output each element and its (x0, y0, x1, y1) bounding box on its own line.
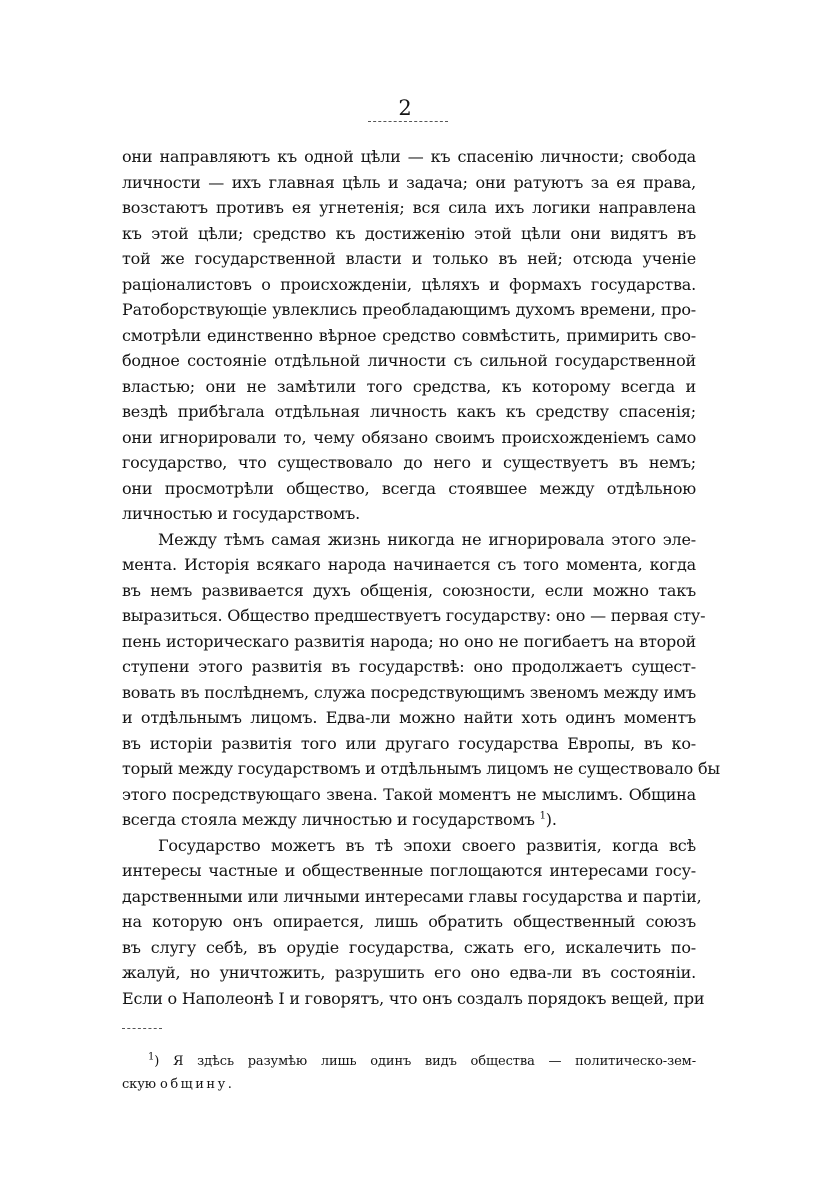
paragraph-2 (122, 527, 720, 833)
line-text: Ратоборствующіе увлеклись преобладающимъ духомъ времени, про- (122, 300, 696, 319)
text-line (122, 501, 696, 527)
line-text: личностью и государствомъ. (122, 504, 360, 523)
paragraph-3 (122, 833, 705, 1012)
paragraph-1 (122, 144, 696, 527)
line-text: Если о Наполеонѣ I и говорятъ, что онъ создалъ порядокъ вещей, при (122, 988, 705, 1008)
line-text: они игнорировали то, чему обязано своимъ происхожденіемъ само (122, 427, 696, 447)
text-line (122, 527, 696, 553)
text-line (122, 654, 696, 680)
text-line (122, 807, 696, 833)
line-text: Государство можетъ въ тѣ эпохи своего развитія, когда всѣ (158, 835, 696, 855)
text-line (122, 272, 696, 298)
line-text: въ слугу себѣ, въ орудіе государства, сжать его, искалечить по- (122, 937, 696, 957)
line-text: къ этой цѣли; средство къ достиженію этой цѣли они видятъ въ (122, 223, 696, 243)
text-line (122, 935, 696, 961)
text-line (122, 782, 696, 808)
text-line (122, 884, 702, 910)
text-line (122, 756, 720, 782)
text-line (122, 552, 696, 578)
footnote-marker: 1 (148, 1051, 155, 1063)
line-text: вездѣ прибѣгала отдѣльная личность какъ къ средству спасенія; (122, 402, 696, 421)
line-text: возстаютъ противъ ея угнетенія; вся сила ихъ логики направлена (122, 198, 696, 217)
line-text: той же государственной власти и только въ ней; отсюда ученіе (122, 249, 696, 268)
footnote-rule (122, 1028, 162, 1029)
text-line (122, 629, 696, 655)
text-line (122, 731, 696, 757)
footnote-spaced-word: общину (160, 1077, 228, 1092)
footnote-text: скую (122, 1077, 161, 1092)
line-text: смотрѣли единственно вѣрное средство совмѣстить, примирить сво- (122, 325, 696, 345)
text-line (122, 246, 696, 272)
text-line (122, 399, 696, 425)
text-line (122, 450, 696, 476)
line-text: личности — ихъ главная цѣль и задача; они ратуютъ за ея права, (122, 172, 696, 192)
footnote-reference[interactable]: 1 (539, 810, 546, 822)
line-text: мента. Исторія всякаго народа начинается съ того момента, когда (122, 555, 696, 574)
text-line (122, 476, 696, 502)
text-line (122, 297, 696, 323)
line-text: въ немъ развивается духъ общенія, союзности, если можно такъ (122, 580, 696, 600)
line-text: этого посредствующаго звена. Такой моментъ не мыслимъ. Община (122, 784, 696, 804)
text-line (122, 195, 696, 221)
line-text: и отдѣльнымъ лицомъ. Едва-ли можно найти хоть одинъ моментъ (122, 708, 696, 727)
line-text: выразиться. Общество предшествуетъ государству: оно — первая сту- (122, 606, 706, 625)
line-text: торый между государствомъ и отдѣльнымъ лицомъ не существовало бы (122, 759, 720, 778)
line-text: они просмотрѣли общество, всегда стоявшее между отдѣльною (122, 478, 696, 498)
line-text: они направляютъ къ одной цѣли — къ спасенію личности; свобода (122, 147, 696, 166)
body-text (122, 144, 720, 1011)
line-text: ). (545, 810, 557, 829)
text-line (122, 705, 696, 731)
text-line (122, 221, 696, 247)
text-line (122, 986, 705, 1012)
line-text: ступени этого развитія въ государствѣ: оно продолжаетъ сущест- (122, 657, 696, 676)
text-line (122, 348, 696, 374)
text-line (122, 833, 696, 859)
line-text: бодное состояніе отдѣльной личности съ сильной государственной (122, 351, 696, 370)
footnote-text: . (227, 1077, 232, 1092)
footnote-line: $^1$) Я здѣсь разумѣю лишь одинъ видъ общества — политическо-зем- (148, 1051, 696, 1069)
line-text: въ исторіи развитія того или другаго государства Европы, въ ко- (122, 733, 696, 753)
line-text: дарственными или личными интересами главы государства и партіи, (122, 886, 702, 906)
text-line (122, 858, 696, 884)
line-text: государство, что существовало до него и существуетъ въ немъ; (122, 453, 696, 472)
line-text: властью; они не замѣтили того средства, къ которому всегда и (122, 376, 696, 396)
text-line (122, 374, 696, 400)
line-text: всегда стояла между личностью и государствомъ (122, 810, 535, 829)
line-text: жалуй, но уничтожить, разрушить его оно едва-ли въ состояніи. (122, 963, 696, 982)
text-line (122, 960, 696, 986)
text-line (122, 680, 696, 706)
text-line (122, 909, 696, 935)
text-line (122, 425, 696, 451)
line-text: Между тѣмъ самая жизнь никогда не игнорировала этого эле- (158, 529, 696, 549)
text-line (122, 144, 696, 170)
text-line (122, 323, 696, 349)
footnote-text: Я здѣсь разумѣю лишь одинъ видъ общества — политическо-зем- (173, 1054, 696, 1069)
footnote (122, 1050, 696, 1096)
line-text: на которую онъ опирается, лишь обратить общественный союзъ (122, 912, 696, 931)
line-text: раціоналистовъ о происхожденіи, цѣляхъ и формахъ государства. (122, 274, 696, 294)
header-rule (368, 121, 448, 122)
line-text: вовать въ послѣднемъ, служа посредствующимъ звеномъ между имъ (122, 682, 696, 702)
text-line (122, 578, 696, 604)
footnote-line (122, 1073, 696, 1096)
text-line (122, 603, 706, 629)
page-number: 2 (398, 96, 412, 120)
line-text: интересы частные и общественные поглощаются интересами госу- (122, 861, 696, 880)
line-text: пень историческаго развитія народа; но оно не погибаетъ на второй (122, 631, 696, 651)
text-line (122, 170, 696, 196)
